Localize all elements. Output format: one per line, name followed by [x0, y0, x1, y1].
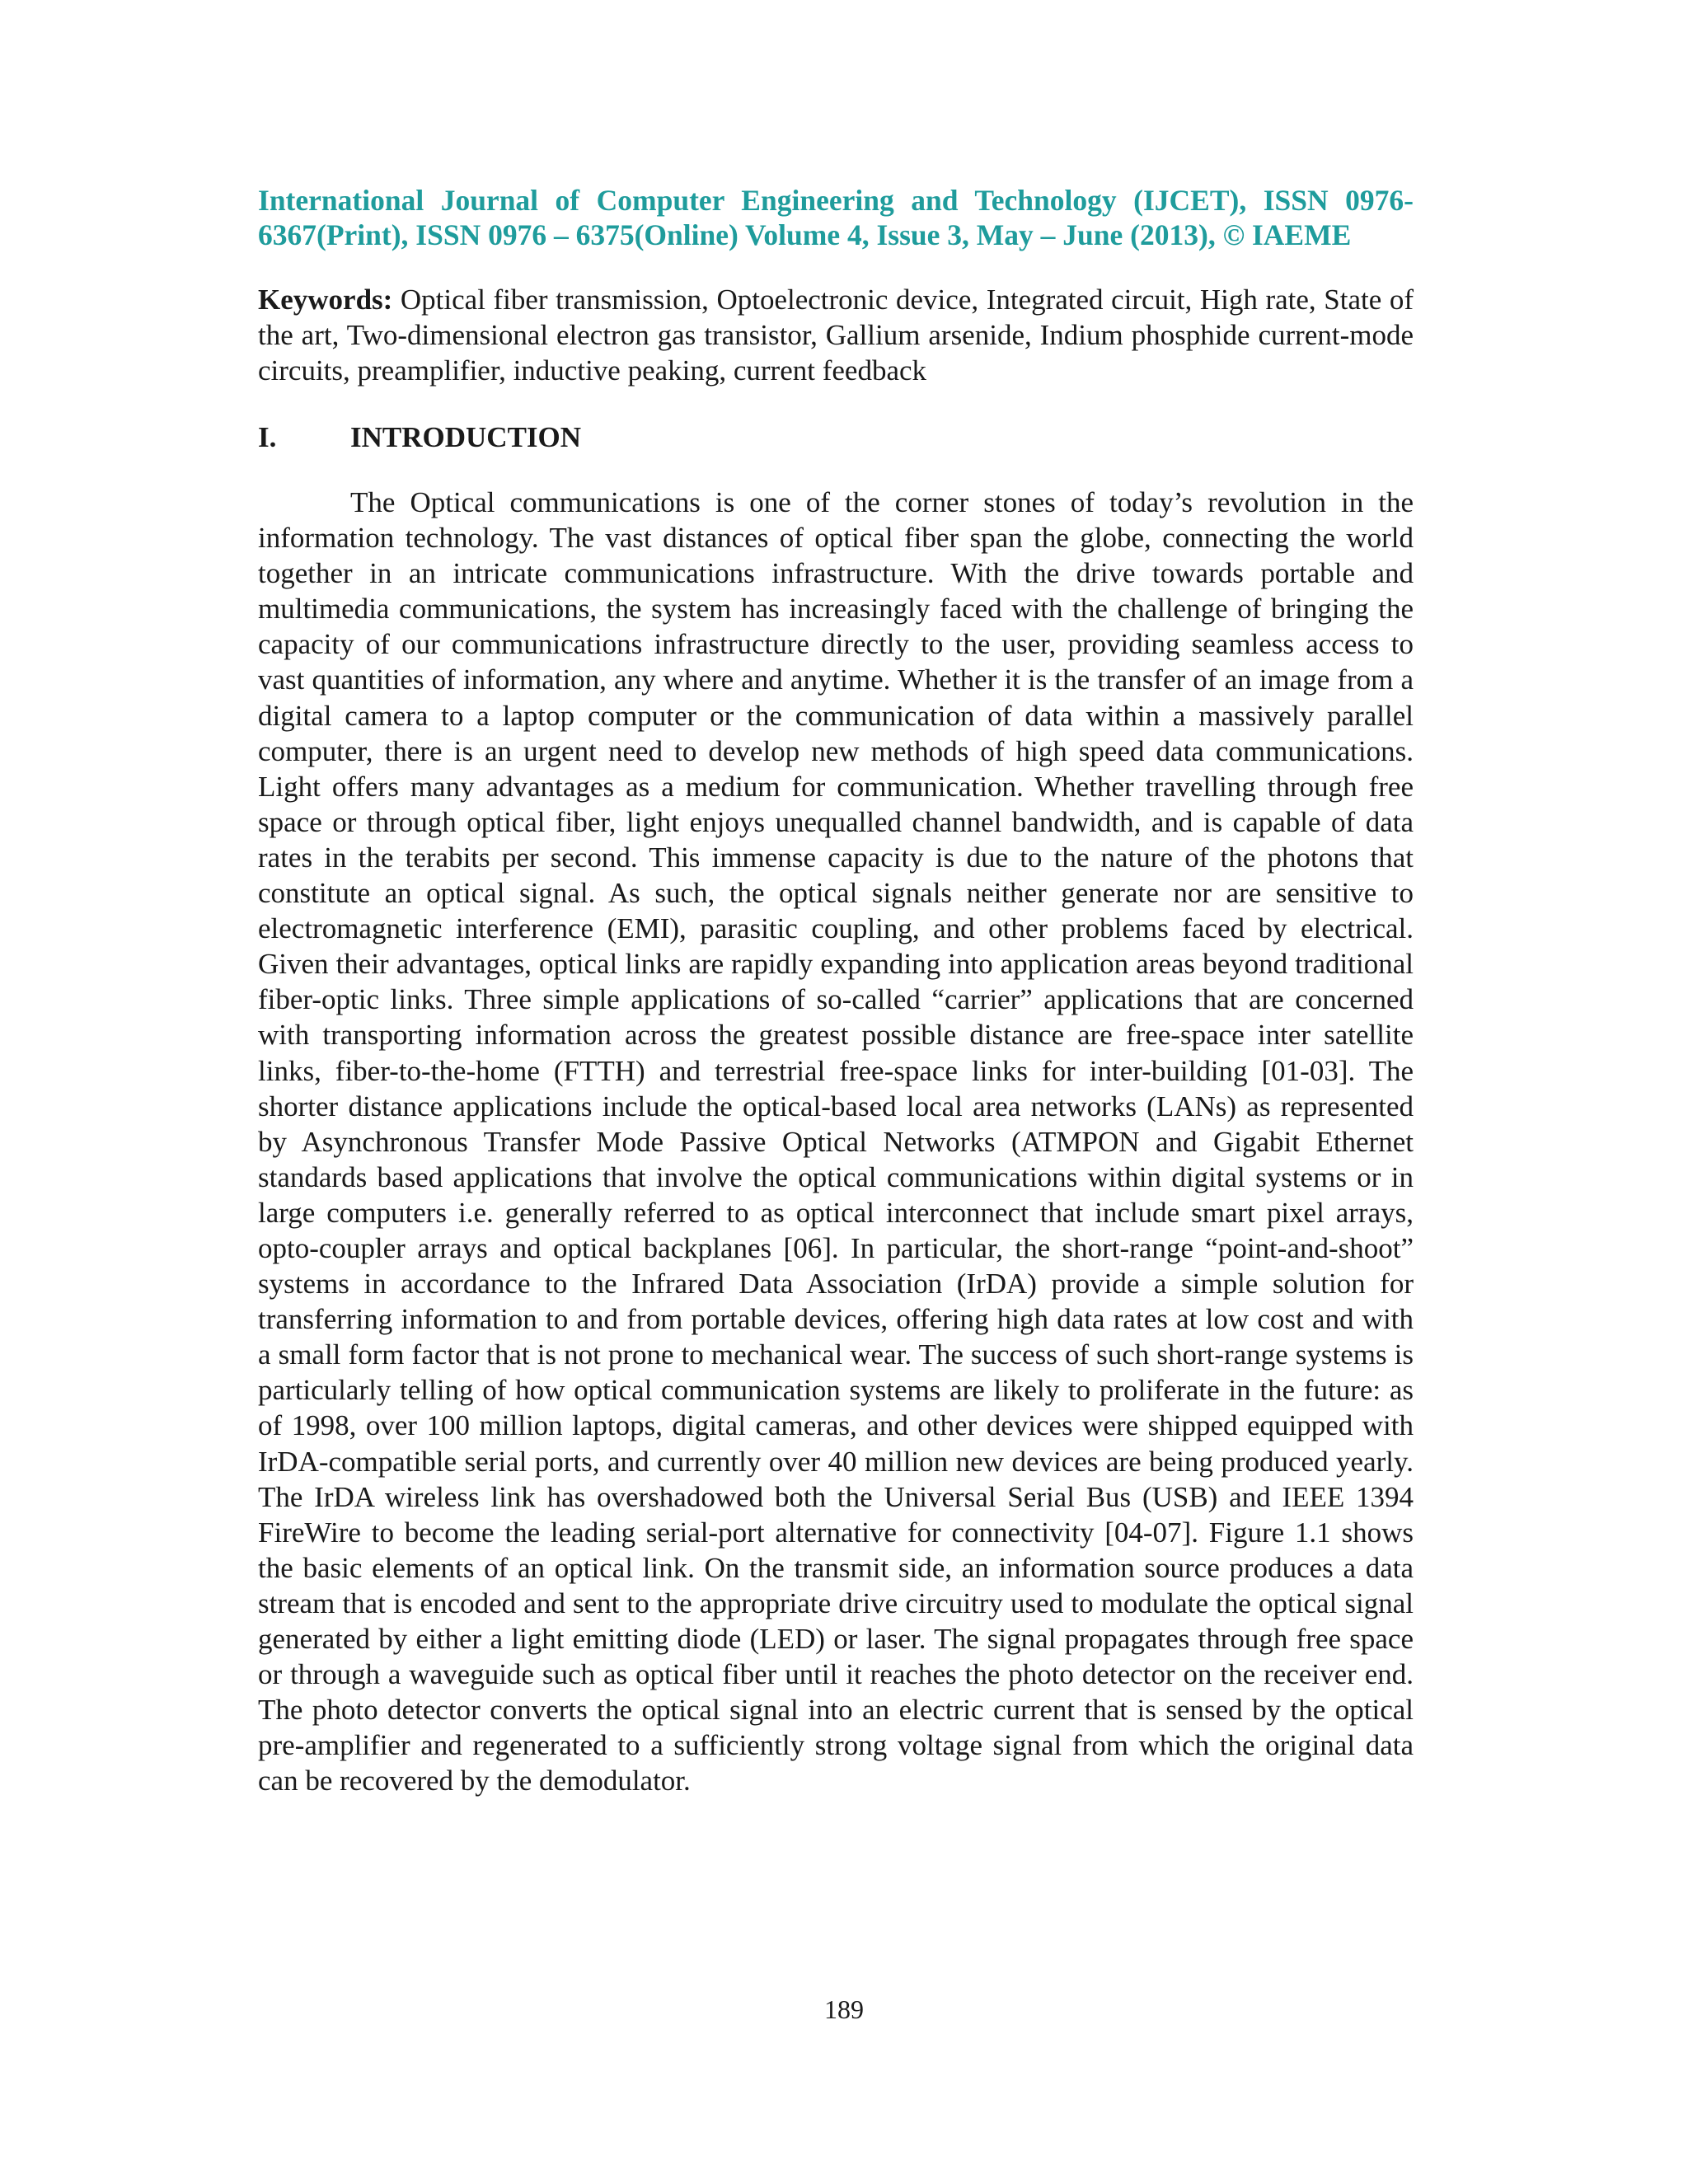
keywords-paragraph — [258, 282, 1414, 388]
section-number: I. — [258, 421, 277, 453]
keywords-label: Keywords: — [258, 284, 393, 316]
section-title: INTRODUCTION — [350, 421, 582, 453]
section-heading — [258, 419, 1414, 455]
page-number: 189 — [824, 1994, 864, 2024]
journal-header: International Journal of Computer Engineering and Technology (IJCET), ISSN 0976-6367(Print), ISSN 0976 – 6375(Online) Volume 4, Issue 3, May – June (2013), © IAEME — [258, 184, 1414, 251]
keywords-text: Optical fiber transmission, Optoelectronic device, Integrated circuit, High rate, State of the art, Two-dimensional electron gas transistor, Gallium arsenide, Indium phosphide current-mode circuits, preamplifier, inductive peaking, current feedback — [258, 284, 1414, 387]
introduction-paragraph: The Optical communications is one of the corner stones of today’s revolution in the information technology. The vast distances of optical fiber span the globe, connecting the world together in an intricate communications infrastructure. With the drive towards portable and multimedia communications, the system has increasingly faced with the challenge of bringing the capacity of our communications infrastructure directly to the user, providing seamless access to vast quantities of information, any where and anytime. Whether it is the transfer of an image from a digital camera to a laptop computer or the communication of data within a massively parallel computer, there is an urgent need to develop new methods of high speed data communications. Light offers many advantages as a medium for communication. Whether travelling through free space or through optical fiber, light enjoys unequalled channel bandwidth, and is capable of data rates in the terabits per second. This immense capacity is due to the nature of the photons that constitute an optical signal. As such, the optical signals neither generate nor are sensitive to electromagnetic interference (EMI), parasitic coupling, and other problems faced by electrical. Given their advantages, optical links are rapidly expanding into application areas beyond traditional fiber-optic links. Three simple applications of so-called “carrier” applications that are concerned with transporting information across the greatest possible distance are free-space inter satellite links, fiber-to-the-home (FTTH) and terrestrial free-space links for inter-building [01-03]. The shorter distance applications include the optical-based local area networks (LANs) as represented by Asynchronous Transfer Mode Passive Optical Networks (ATMPON and Gigabit Ethernet standards based applications that involve the optical communications within digital systems or in large computers i.e. generally referred to as optical interconnect that include smart pixel arrays, opto-coupler arrays and optical backplanes [06]. In particular, the short-range “point-and-shoot” systems in accordance to the Infrared Data Association (IrDA) provide a simple solution for transferring information to and from portable devices, offering high data rates at low cost and with a small form factor that is not prone to mechanical wear. The success of such short-range systems is particularly telling of how optical communication systems are likely to proliferate in the future: as of 1998, over 100 million laptops, digital cameras, and other devices were shipped equipped with IrDA-compatible serial ports, and currently over 40 million new devices are being produced yearly. The IrDA wireless link has overshadowed both the Universal Serial Bus (USB) and IEEE 1394 FireWire to become the leading serial-port alternative for connectivity [04-07]. Figure 1.1 shows the basic elements of an optical link. On the transmit side, an information source produces a data stream that is encoded and sent to the appropriate drive circuitry used to modulate the optical signal generated by either a light emitting diode (LED) or laser. The signal propagates through free space or through a waveguide such as optical fiber until it reaches the photo detector on the receiver end. The photo detector converts the optical signal into an electric current that is sensed by the optical pre-amplifier and regenerated to a sufficiently strong voltage signal from which the original data can be recovered by the demodulator. — [258, 486, 1414, 1797]
page-content — [258, 183, 1414, 1798]
